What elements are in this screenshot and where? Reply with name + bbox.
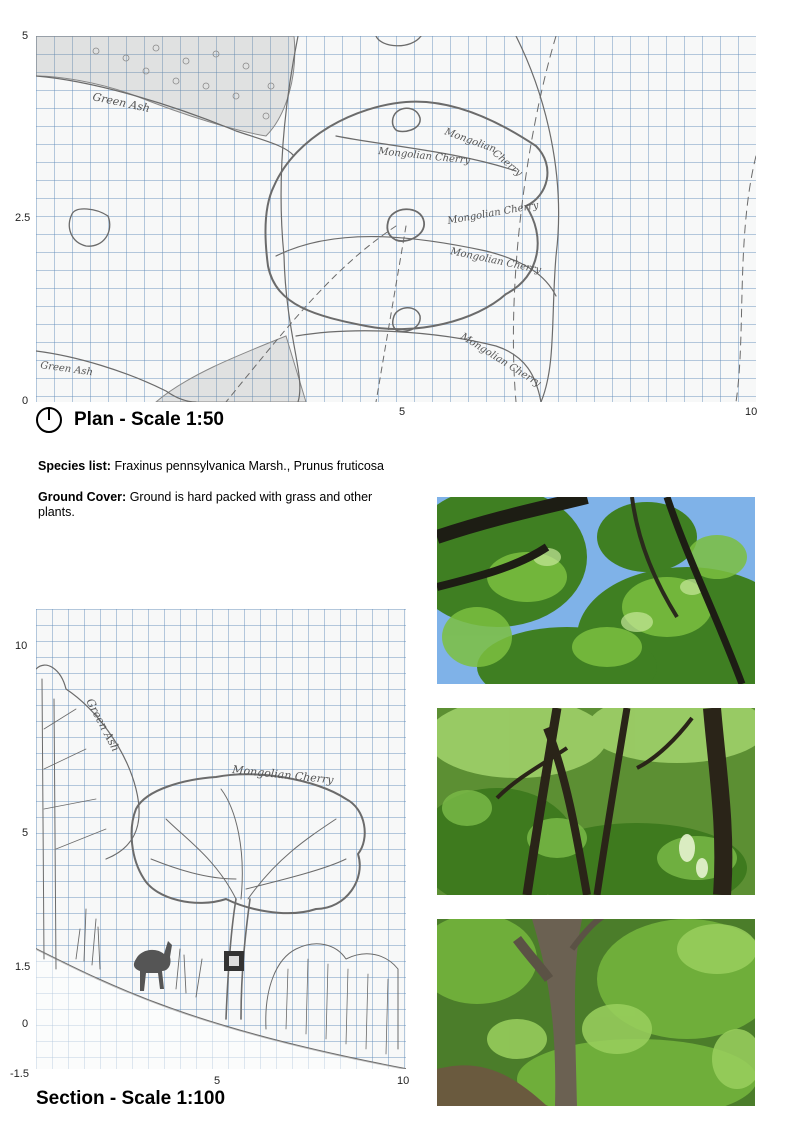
plan-label-cherry-1: Mongolian — [442, 126, 498, 156]
section-y-tick-0: 0 — [22, 1018, 29, 1030]
section-label-green-ash: Green Ash — [83, 696, 123, 754]
plan-label-green-ash-top: Green Ash — [91, 90, 152, 116]
photo-canopy-sky — [437, 497, 755, 684]
plan-label-cherry-1b: Cherry — [490, 147, 525, 179]
species-label: Species list: — [38, 459, 111, 473]
plan-label-cherry-5: Mongolian Cherry — [458, 331, 543, 390]
species-value: Fraxinus pennsylvanica Marsh., Prunus fruticosa — [114, 459, 384, 473]
plan-y-tick-2-5: 2.5 — [15, 212, 31, 224]
plan-label-cherry-3: Mongolian Cherry — [446, 200, 540, 227]
section-label-mongolian-cherry: Mongolian Cherry — [231, 763, 335, 787]
photo-tree-trunks — [437, 708, 755, 895]
section-x-tick-5: 5 — [214, 1075, 221, 1087]
section-drawing — [36, 609, 406, 1069]
section-x-tick-10: 10 — [397, 1075, 410, 1087]
ground-cover — [38, 490, 398, 520]
plan-y-tick-5: 5 — [22, 30, 29, 42]
plan-label-cherry-2: Mongolian Cherry — [377, 146, 471, 167]
section-y-tick-10: 10 — [15, 640, 28, 652]
plan-drawing — [36, 36, 756, 402]
plan-x-tick-10: 10 — [745, 406, 758, 418]
plan-label-cherry-4: Mongolian Cherry — [449, 246, 542, 277]
species-list — [38, 459, 398, 474]
photo-trunk-shrubs — [437, 919, 755, 1106]
ground-cover-label: Ground Cover: — [38, 490, 127, 504]
plan-x-tick-5: 5 — [399, 406, 406, 418]
plan-label-green-ash-bottom: Green Ash — [39, 360, 94, 379]
plan-title: Plan - Scale 1:50 — [74, 409, 224, 430]
section-y-tick-minus-1-5: -1.5 — [10, 1068, 29, 1080]
section-y-tick-5: 5 — [22, 827, 29, 839]
north-arrow-icon — [35, 406, 63, 434]
plan-y-tick-0: 0 — [22, 395, 29, 407]
section-y-tick-1-5: 1.5 — [15, 961, 31, 973]
ground-cover-value: Ground is hard packed with grass and other plants. — [38, 490, 373, 519]
section-title: Section - Scale 1:100 — [36, 1088, 226, 1109]
